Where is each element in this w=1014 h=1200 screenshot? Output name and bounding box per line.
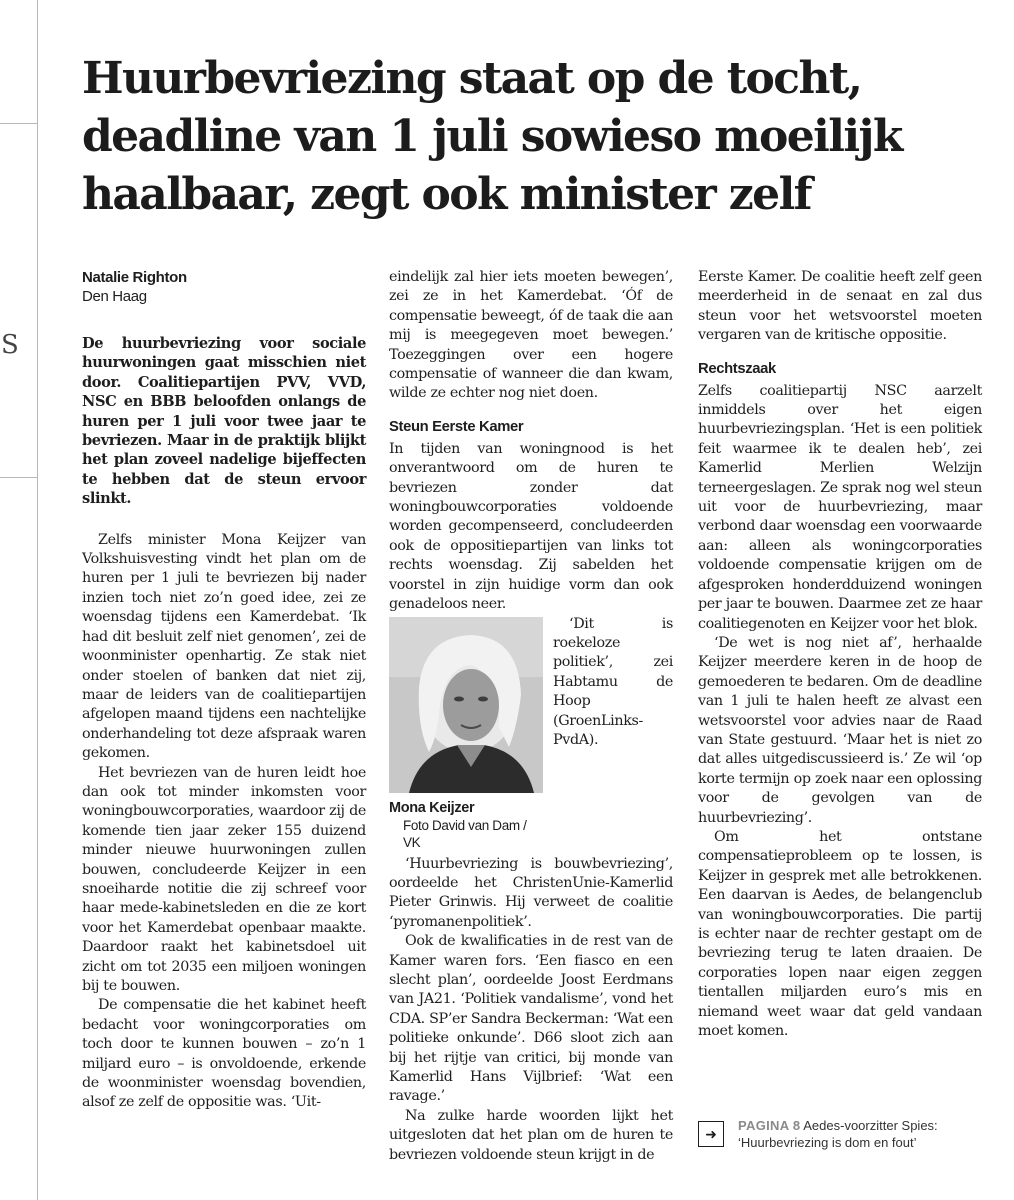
cross-reference-text [738,1117,988,1151]
article-column-3 [698,268,982,1041]
byline-author: Natalie Righton [82,269,187,286]
margin-fragment-glyph: S [1,330,19,360]
body-paragraph: eindelijk zal hier iets moeten bewegen’, zei ze in het Kamerdebat. ‘Óf de compensatie beweegt, óf de taak die aan mij is meegegeven moet bewegen.’ Toezeggingen over een hogere compensatie of wanneer die dan kwam, wilde ze echter nog niet doen. [389,269,673,402]
body-paragraph: ‘Huurbevriezing is bouwbevriezing’, oordeelde het ChristenUnie-Kamerlid Pieter Grinwis. Hij verweet de coalitie ‘pyromanenpolitiek’. [389,855,673,930]
body-paragraph: Om het ontstane compensatieprobleem op te lossen, is Keijzer in gesprek met alle betrokkenen. Een daarvan is Aedes, de belangenclub van woningbouwcorporaties. Die partij is echter naar de rechter gestapt om de bevriezing terug te laten draaien. De corporaties lopen naar eigen zeggen tientallen miljarden euro’s mis en niemand weet waar dat geld vandaan moet komen. [698,828,982,1040]
body-paragraph: ‘De wet is nog niet af’, herhaalde Keijzer meerdere keren in de hoop de gemoederen te bedaren. Om de deadline van 1 juli te halen heeft ze alvast een wetsvoorstel voor advies naar de Raad van State gestuurd. ‘Maar het is niet zo dat alles uitgediscussieerd is.’ Ze wil ‘op korte termijn op zoek naar een oplossing voor de gevolgen van de huurbevriezing’. [698,634,982,826]
portrait-photo [389,617,543,793]
photo-caption-name: Mona Keijzer [389,799,475,816]
subhead-steun-eerste-kamer: Steun Eerste Kamer [389,418,524,435]
body-paragraph: Zelfs minister Mona Keijzer van Volkshuisvesting vindt het plan om de huren per 1 juli te bevriezen bij nader inzien toch niet zo’n goed idee, zei ze woensdag tijdens een Kamerdebat. ‘Ik had dit besluit zelf niet genomen’, zei de woonminister openhartig. Ze stak niet onder stoelen of banken dat niet zij, maar de leiders van de coalitiepartijen afgelopen maand tijdens een nachtelijke onderhandeling tot deze afspraak waren gekomen. [82,531,366,762]
byline-place: Den Haag [82,288,147,305]
body-paragraph: Na zulke harde woorden lijkt het uitgesloten dat het plan om de huren te bevriezen voldoende steun krijgt in de [389,1107,673,1163]
subhead-rechtszaak: Rechtszaak [698,360,776,377]
photo-figure [389,617,543,851]
body-paragraph: Eerste Kamer. De coalitie heeft zelf geen meerderheid in de senaat en zal dus steun voor het wetsvoorstel moeten vergaren van de kritische oppositie. [698,269,982,344]
body-paragraph: In tijden van woningnood is het onverantwoord om de huren te bevriezen zonder dat woningbouwcorporaties voldoende worden gecompenseerd, concludeerden ook de oppositiepartijen van links tot rechts woensdag. Zij sabelden het voorstel in zijn huidige vorm dan ook genadeloos neer. [389,440,673,613]
article-lead: De huurbevriezing voor sociale huurwoningen gaat misschien niet door. Coalitiepartijen PVV, VVD, NSC en BBB beloofden onlangs de huren per 1 juli voor twee jaar te bevriezen. Maar in de praktijk blijkt het plan zoveel nadelige bijeffecten te hebben dat de steun ervoor slinkt. [82,335,366,508]
portrait-illustration [389,617,543,793]
article-column-2 [389,268,673,1165]
page-margin-rule [37,0,38,1200]
cross-reference-label: PAGINA 8 [738,1118,801,1133]
body-paragraph: De compensatie die het kabinet heeft bedacht voor woningcorporaties om toch door te kunnen bouwen – zo’n 1 miljard euro – is onvoldoende, erkende de woonminister woensdag bovendien, alsof ze zelf de oppositie was. ‘Uit- [82,997,366,1111]
body-paragraph: Ook de kwalificaties in de rest van de Kamer waren fors. ‘Een fiasco en een slecht plan’, oordeelde Joost Eerdmans van JA21. ‘Politiek vandalisme’, vond het CDA. SP’er Sandra Beckerman: ‘Wat een politieke onkunde’. D66 sloot zich aan bij het rijtje van critici, bij monde van Kamerlid Hans Vijlbrief: ‘Wat een ravage.’ [389,933,673,1105]
body-paragraph: Het bevriezen van de huren leidt hoe dan ook tot minder inkomsten voor woningbouwcorporaties, waardoor zij de komende tien jaar zeker 155 duizend minder nieuwe huurwoningen zullen bouwen, concludeerde Keijzer in een snoeiharde notitie die zij schreef voor haar mede-kabinetsleden en die ze kort voor het Kamerdebat openbaar maakte. Daardoor raakt het kabinetsdoel uit zicht om tot 2035 een miljoen woningen bij te bouwen. [82,764,366,994]
body-paragraph: ‘Dit is roekeloze politiek’, zei Habtamu de Hoop (GroenLinks-PvdA). [553,615,673,748]
cross-reference-teaser: Aedes-voorzitter Spies: ‘Huurbevriezing is dom en fout’ [738,1118,938,1150]
article-headline: Huurbevriezing staat op de tocht, deadline van 1 juli sowieso moeilijk haalbaar, zegt ook minister zelf [82,53,902,220]
page-cross-reference[interactable] [698,1113,988,1161]
margin-tick [0,477,37,478]
arrow-right-icon: ➜ [698,1121,724,1147]
article-column-1 [82,268,366,1113]
body-paragraph: Zelfs coalitiepartij NSC aarzelt inmiddels over het eigen huurbevriezingsplan. ‘Het is een politiek feit waarmee ik te dealen heb’, zei Kamerlid Merlien Welzijn terneergeslagen. Ze sprak nog wel steun uit voor de huurbevriezing, maar verbond daar woensdag een voorwaarde aan: alleen als woningcorporaties voldoende compensatie krijgen om de afgesproken honderdduizend woningen per jaar te bouwen. Daarmee zet ze haar coalitiegenoten en Keijzer voor het blok. [698,382,982,632]
photo-credit: Foto David van Dam / VK [403,817,527,850]
margin-tick [0,123,37,124]
